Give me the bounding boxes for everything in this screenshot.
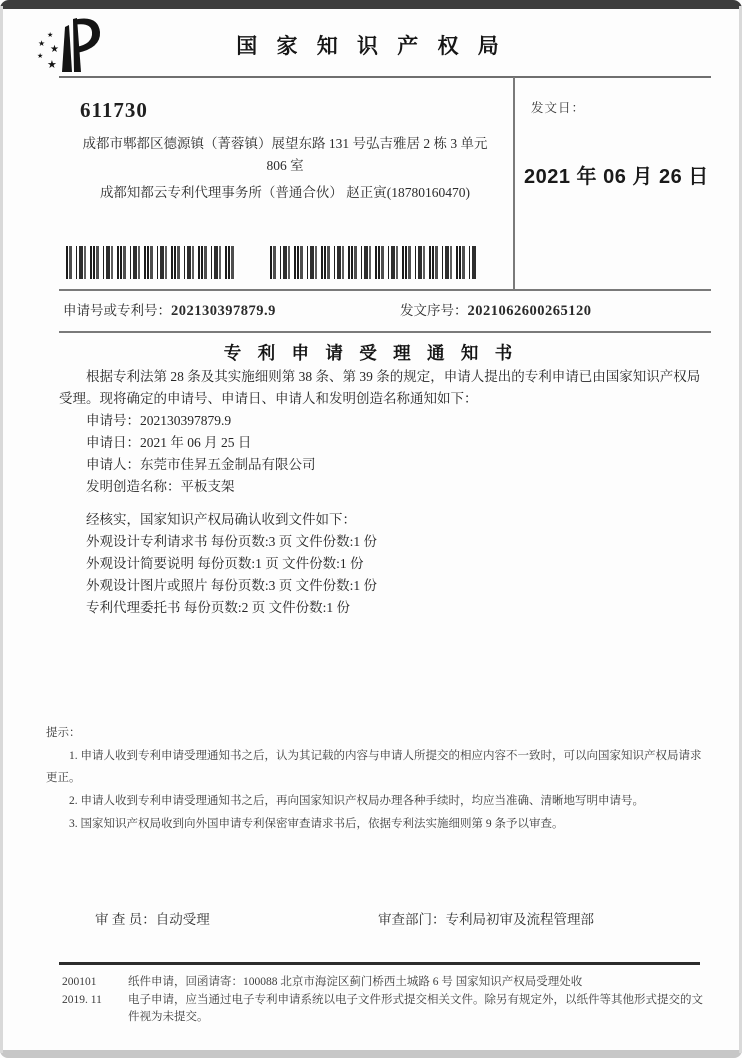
footer-notes (62, 974, 712, 1027)
tips-section (46, 722, 712, 836)
field-applicant: 申请人：东莞市佳昇五金制品有限公司 (86, 457, 316, 472)
document-item-power-of-attorney: 专利代理委托书 每份页数:2 页 文件份数:1 份 (86, 600, 351, 615)
svg-text:★: ★ (47, 31, 54, 39)
tip-item-3: 3. 国家知识产权局收到向外国申请专利保密审查请求书后，依据专利法实施细则第 9 条予以审查。 (69, 818, 564, 830)
field-application-number: 申请号：202130397879.9 (86, 413, 232, 428)
scan-edge-left (0, 6, 3, 1053)
document-item-brief-description: 外观设计简要说明 每份页数:1 页 文件份数:1 份 (86, 556, 364, 571)
date-box-divider (513, 77, 515, 289)
application-number-field (63, 299, 276, 320)
examiner-label: 审 查 员： (95, 912, 156, 927)
recipient-agent-line: 成都知都云专利代理事务所（普通合伙） 赵正寅(18780160470) (99, 185, 471, 200)
application-number-label: 申请号或专利号： (63, 303, 171, 318)
department-label: 审查部门： (378, 912, 446, 927)
scan-edge-top (0, 0, 742, 9)
footer-form-codes (62, 974, 128, 1027)
footer-efiling-line: 电子申请，应当通过电子专利申请系统以电子文件形式提交相关文件。除另有规定外，以纸件等其他形式提交的文件视为未提交。 (128, 993, 703, 1023)
tip-item-1: 1. 申请人收到专利申请受理通知书之后，认为其记载的内容与申请人所提交的相应内容不一致时，可以向国家知识产权局请求更正。 (46, 750, 702, 784)
examiner-value: 自动受理 (155, 912, 210, 927)
document-item-pictures: 外观设计图片或照片 每份页数:3 页 文件份数:1 份 (86, 578, 378, 593)
serial-number-label: 发文序号： (400, 303, 468, 318)
svg-text:★: ★ (37, 52, 44, 60)
serial-number-value: 2021062600265120 (467, 303, 592, 319)
received-documents-intro: 经核实，国家知识产权局确认收到文件如下： (86, 512, 356, 527)
notice-body (59, 366, 711, 619)
footer-paper-filing-line: 纸件申请，回函请寄：100088 北京市海淀区蓟门桥西土城路 6 号 国家知识产权局受理处收 (128, 976, 583, 988)
document-item-request: 外观设计专利请求书 每份页数:3 页 文件份数:1 份 (86, 534, 378, 549)
reference-row-bottom-divider (59, 331, 711, 333)
reference-row-top-divider (59, 289, 711, 291)
footer-instructions (128, 974, 712, 1027)
field-invention-title: 发明创造名称：平板支架 (86, 479, 235, 494)
footer-form-revision: 2019. 11 (62, 993, 102, 1006)
footer-divider (59, 962, 700, 965)
barcode-right (270, 246, 476, 279)
scan-edge-bottom (0, 1050, 742, 1058)
recipient-address-line1: 成都市郫都区德源镇（菁蓉镇）展望东路 131 号弘吉雅居 2 栋 3 单元 (82, 136, 488, 151)
notice-title: 专 利 申 请 受 理 通 知 书 (223, 343, 519, 363)
recipient-address-line2: 806 室 (266, 158, 304, 173)
examiner-field (95, 908, 210, 928)
dispatch-date-label: 发文日： (531, 101, 586, 115)
tip-item-2: 2. 申请人收到专利申请受理通知书之后，再向国家知识产权局办理各种手续时，均应当准确、清晰地写明申请号。 (69, 795, 644, 807)
tips-label: 提示： (46, 727, 81, 739)
agency-title: 国 家 知 识 产 权 局 (236, 34, 506, 58)
notice-intro-paragraph: 根据专利法第 28 条及其实施细则第 38 条、第 39 条的规定，申请人提出的专利申请已由国家知识产权局受理。现将确定的申请号、申请日、申请人和发明创造名称通知如下： (59, 369, 701, 406)
field-application-date: 申请日：2021 年 06 月 25 日 (86, 435, 252, 450)
header-divider (59, 76, 711, 78)
recipient-postcode: 611730 (80, 98, 148, 122)
svg-text:★: ★ (47, 59, 57, 71)
department-value: 专利局初审及流程管理部 (445, 912, 594, 927)
serial-number-field (400, 299, 592, 320)
footer-form-code: 200101 (62, 976, 97, 988)
barcode-left (66, 246, 237, 279)
application-number-value: 202130397879.9 (171, 303, 276, 319)
svg-text:★: ★ (50, 44, 59, 55)
svg-text:★: ★ (38, 39, 46, 48)
dispatch-date-value: 2021 年 06 月 26 日 (524, 166, 709, 188)
department-field (378, 908, 594, 928)
